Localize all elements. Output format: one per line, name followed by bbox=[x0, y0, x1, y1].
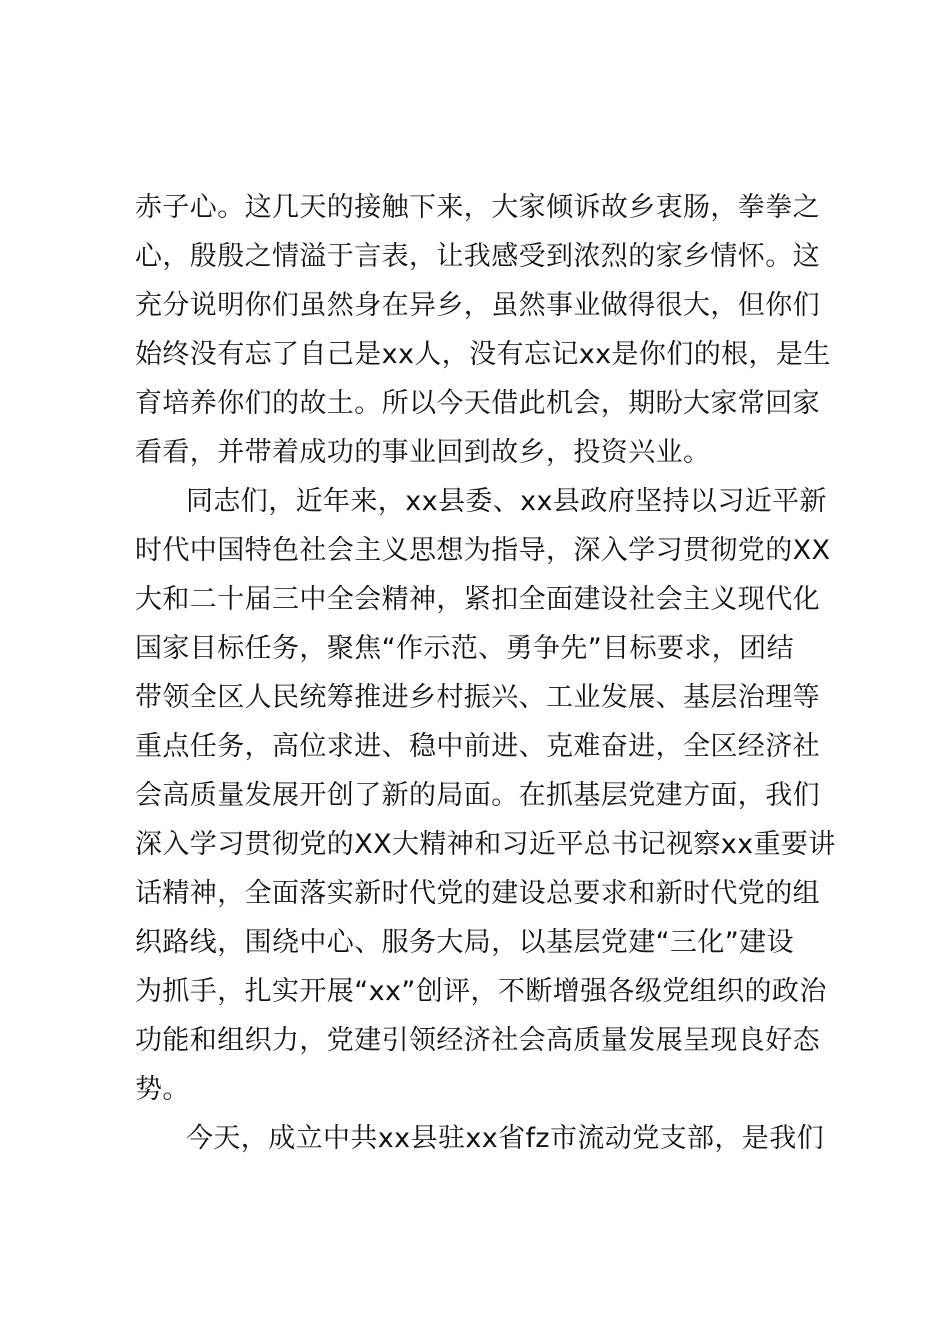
text-line: 重点任务，高位求进、稳中前进、克难奋进，全区经济社 bbox=[135, 731, 820, 762]
paragraph-first-line: 同志们，近年来，xx县委、xx县政府坚持以习近平新 bbox=[186, 486, 827, 517]
text-line: 看看，并带着成功的事业回到故乡，投资兴业。 bbox=[135, 437, 711, 468]
text-line: 会高质量发展开创了新的局面。在抓基层党建方面，我们 bbox=[135, 780, 820, 811]
text-line: 始终没有忘了自己是xx人，没有忘记xx是你们的根，是生 bbox=[135, 339, 831, 370]
text-line: 大和二十届三中全会精神，紧扣全面建设社会主义现代化 bbox=[135, 584, 820, 615]
text-line: 带领全区人民统筹推进乡村振兴、工业发展、基层治理等 bbox=[135, 682, 820, 713]
text-line: 时代中国特色社会主义思想为指导，深入学习贯彻党的XX bbox=[135, 535, 831, 566]
text-line: 心，殷殷之情溢于言表，让我感受到浓烈的家乡情怀。这 bbox=[135, 241, 820, 272]
text-line: 为抓手，扎实开展“xx”创评，不断增强各级党组织的政治 bbox=[135, 976, 827, 1007]
text-line: 话精神，全面落实新时代党的建设总要求和新时代党的组 bbox=[135, 878, 820, 909]
text-line: 充分说明你们虽然身在异乡，虽然事业做得很大，但你们 bbox=[135, 290, 820, 321]
paragraph-first-line: 今天，成立中共xx县驻xx省fz市流动党支部，是我们 bbox=[186, 1123, 824, 1154]
text-line: 国家目标任务，聚焦“作示范、勇争先”目标要求，团结 bbox=[135, 633, 794, 664]
text-line: 织路线，围绕中心、服务大局，以基层党建“三化”建设 bbox=[135, 927, 794, 958]
text-line: 育培养你们的故土。所以今天借此机会，期盼大家常回家 bbox=[135, 388, 820, 419]
text-line: 势。 bbox=[135, 1074, 190, 1105]
text-line: 功能和组织力，党建引领经济社会高质量发展呈现良好态 bbox=[135, 1025, 820, 1056]
text-line: 深入学习贯彻党的XX大精神和习近平总书记视察xx重要讲 bbox=[135, 829, 836, 860]
text-line: 赤子心。这几天的接触下来，大家倾诉故乡衷肠，拳拳之 bbox=[135, 192, 820, 223]
